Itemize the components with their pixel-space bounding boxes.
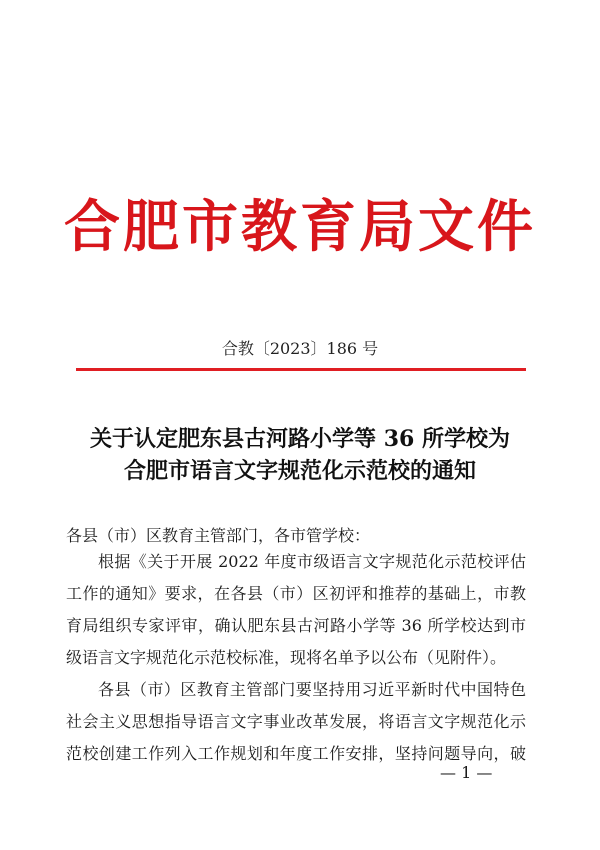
paragraph-line: 根据《关于开展 2022 年度市级语言文字规范化示范校评估 xyxy=(98,552,526,571)
red-divider-line xyxy=(76,368,526,371)
paragraph-line: 社会主义思想指导语言文字事业改革发展，将语言文字规范化示 xyxy=(66,712,526,731)
paragraph-line: 范校创建工作列入工作规划和年度工作安排，坚持问题导向，破 xyxy=(66,744,526,763)
title-line: 合肥市语言文字规范化示范校的通知 xyxy=(123,458,476,484)
body-paragraph xyxy=(66,546,526,674)
paragraph-line: 工作的通知》要求，在各县（市）区初评和推荐的基础上，市教 xyxy=(66,584,526,603)
document-number: 合教〔2023〕186 号 xyxy=(221,339,379,358)
paragraph-line: 级语言文字规范化示范校标准，现将名单予以公布（见附件）。 xyxy=(66,648,507,667)
document-masthead: 合肥市教育局文件 xyxy=(64,195,536,260)
paragraph-line: 各县（市）区教育主管部门要坚持用习近平新时代中国特色 xyxy=(98,680,526,699)
title-line: 关于认定肥东县古河路小学等 36 所学校为 xyxy=(90,426,510,452)
paragraph-line: 育局组织专家评审，确认肥东县古河路小学等 36 所学校达到市 xyxy=(66,616,526,635)
salutation: 各县（市）区教育主管部门，各市管学校： xyxy=(66,526,371,545)
body-paragraph xyxy=(66,674,526,770)
document-title xyxy=(0,423,600,487)
page-number: — 1 — xyxy=(440,763,493,782)
